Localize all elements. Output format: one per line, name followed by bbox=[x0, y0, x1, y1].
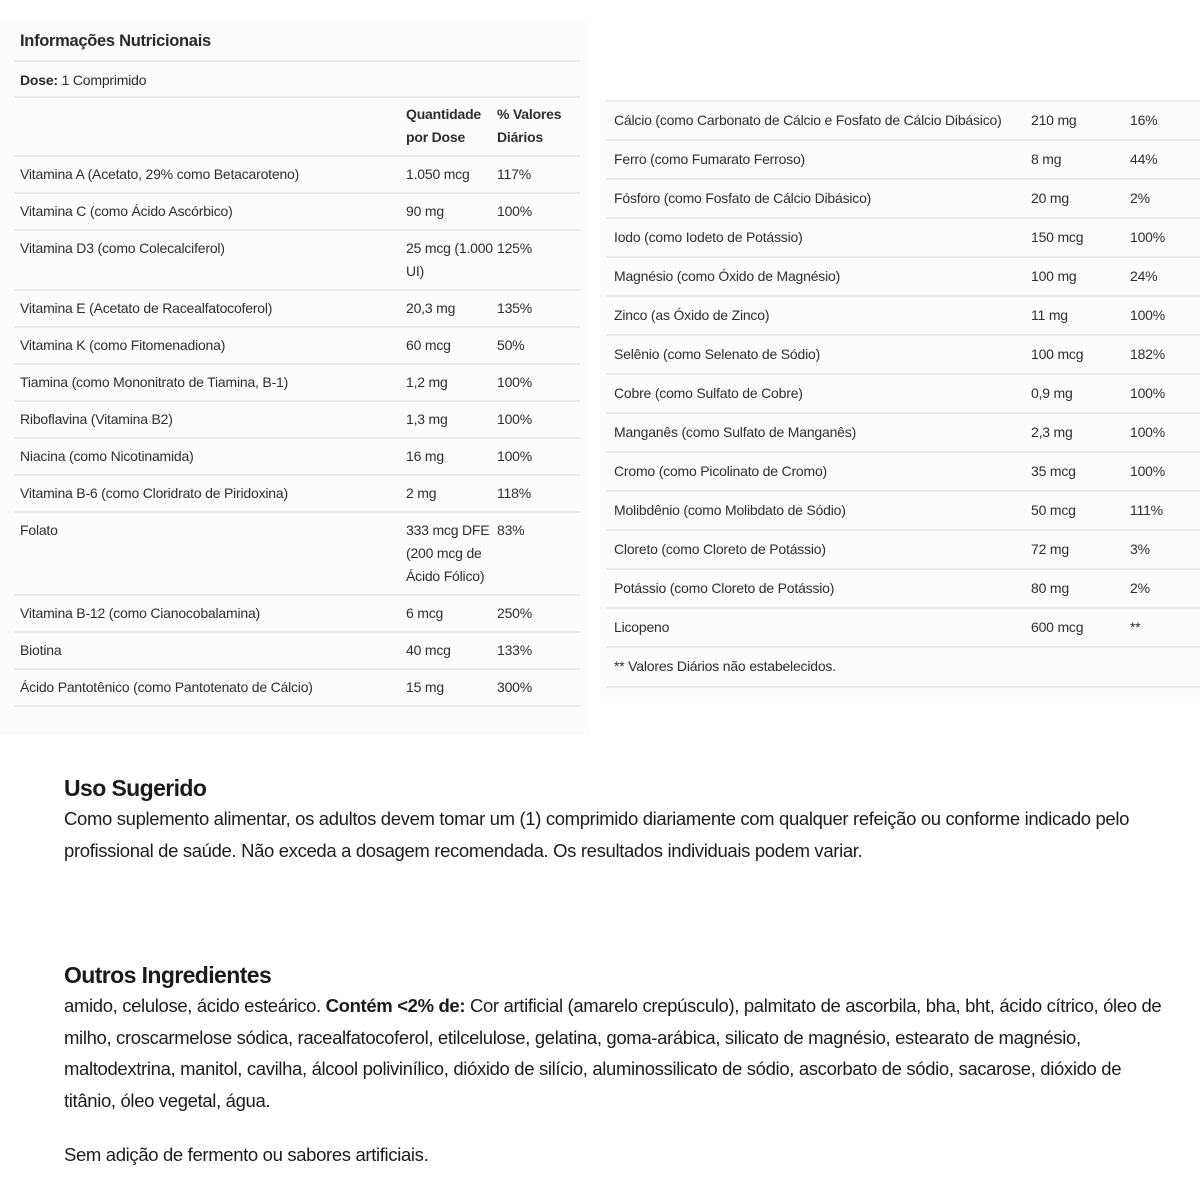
nutrient-name: Vitamina D3 (como Colecalciferol) bbox=[14, 230, 403, 290]
table-row bbox=[606, 179, 1200, 218]
table-row bbox=[606, 374, 1200, 413]
nutrient-daily-value: 182% bbox=[1118, 335, 1200, 374]
table-row bbox=[606, 335, 1200, 374]
table-row bbox=[14, 156, 580, 193]
table-row bbox=[14, 595, 580, 632]
nutrient-name: Manganês (como Sulfato de Manganês) bbox=[606, 413, 1019, 452]
nutrient-daily-value: 2% bbox=[1118, 569, 1200, 608]
nutrient-amount: 1,2 mg bbox=[403, 364, 495, 401]
table-row bbox=[606, 569, 1200, 608]
nutrient-daily-value: 135% bbox=[495, 290, 580, 327]
table-row bbox=[606, 491, 1200, 530]
table-row bbox=[14, 364, 580, 401]
nutrient-amount: 60 mcg bbox=[403, 327, 495, 364]
table-row bbox=[14, 475, 580, 512]
nutrient-name: Riboflavina (Vitamina B2) bbox=[14, 401, 403, 438]
nutrient-name: Magnésio (como Óxido de Magnésio) bbox=[606, 257, 1019, 296]
other-ingredients-text bbox=[64, 990, 1164, 1116]
nutrient-daily-value: 125% bbox=[495, 230, 580, 290]
nutrient-amount: 50 mcg bbox=[1019, 491, 1118, 530]
nutrient-daily-value: 44% bbox=[1118, 140, 1200, 179]
nutrient-amount: 100 mcg bbox=[1019, 335, 1118, 374]
nutrient-name: Tiamina (como Mononitrato de Tiamina, B-1) bbox=[14, 364, 403, 401]
table-row bbox=[606, 413, 1200, 452]
nutrient-amount: 16 mg bbox=[403, 438, 495, 475]
no-additives-note: Sem adição de fermento ou sabores artificiais. bbox=[64, 1144, 429, 1165]
nutrition-facts-left-panel bbox=[0, 20, 590, 735]
ingredients-main: amido, celulose, ácido esteárico. bbox=[64, 995, 326, 1016]
nutrition-facts-right-panel bbox=[600, 100, 1200, 698]
nutrient-daily-value: 24% bbox=[1118, 257, 1200, 296]
footnote-row bbox=[606, 647, 1200, 687]
nutrient-name: Zinco (as Óxido de Zinco) bbox=[606, 296, 1019, 335]
nutrient-amount: 1,3 mg bbox=[403, 401, 495, 438]
nutrient-name: Ferro (como Fumarato Ferroso) bbox=[606, 140, 1019, 179]
other-ingredients-section bbox=[64, 960, 1164, 1171]
table-header-row bbox=[14, 98, 580, 156]
ingredients-contains-label: Contém <2% de: bbox=[325, 995, 466, 1016]
table-row bbox=[606, 296, 1200, 335]
nutrient-amount: 210 mg bbox=[1019, 101, 1118, 140]
nutrient-amount: 20 mg bbox=[1019, 179, 1118, 218]
table-row bbox=[14, 632, 580, 669]
nutrient-name: Cromo (como Picolinato de Cromo) bbox=[606, 452, 1019, 491]
nutrient-name: Folato bbox=[14, 512, 403, 595]
table-row bbox=[14, 512, 580, 595]
nutrient-name: Vitamina K (como Fitomenadiona) bbox=[14, 327, 403, 364]
dose-value: 1 Comprimido bbox=[61, 72, 147, 88]
nutrient-name: Cálcio (como Carbonato de Cálcio e Fosfato de Cálcio Dibásico) bbox=[606, 101, 1019, 140]
nutrient-daily-value: 50% bbox=[495, 327, 580, 364]
nutrient-name: Molibdênio (como Molibdato de Sódio) bbox=[606, 491, 1019, 530]
nutrient-daily-value: 100% bbox=[495, 438, 580, 475]
nutrient-name: Vitamina C (como Ácido Ascórbico) bbox=[14, 193, 403, 230]
nutrient-name: Niacina (como Nicotinamida) bbox=[14, 438, 403, 475]
nutrient-amount: 333 mcg DFE (200 mcg de Ácido Fólico) bbox=[403, 512, 495, 595]
nutrient-amount: 100 mg bbox=[1019, 257, 1118, 296]
nutrient-amount: 35 mcg bbox=[1019, 452, 1118, 491]
nutrient-daily-value: 100% bbox=[1118, 413, 1200, 452]
dose-label: Dose: bbox=[20, 72, 58, 88]
table-row bbox=[14, 401, 580, 438]
nutrient-amount: 25 mcg (1.000 UI) bbox=[403, 230, 495, 290]
nutrient-daily-value: 100% bbox=[495, 193, 580, 230]
table-row bbox=[606, 140, 1200, 179]
nutrient-daily-value: 250% bbox=[495, 595, 580, 632]
nutrient-amount: 40 mcg bbox=[403, 632, 495, 669]
table-row bbox=[606, 608, 1200, 647]
dose-line bbox=[14, 62, 580, 98]
nutrient-daily-value: 111% bbox=[1118, 491, 1200, 530]
table-row bbox=[606, 101, 1200, 140]
table-row bbox=[14, 669, 580, 706]
nutrition-table-right-body bbox=[606, 101, 1200, 647]
nutrient-daily-value: 100% bbox=[495, 364, 580, 401]
table-row bbox=[14, 193, 580, 230]
nutrient-amount: 20,3 mg bbox=[403, 290, 495, 327]
nutrient-amount: 90 mg bbox=[403, 193, 495, 230]
nutrient-daily-value: 300% bbox=[495, 669, 580, 706]
nutrient-daily-value: 100% bbox=[1118, 296, 1200, 335]
nutrient-daily-value: 2% bbox=[1118, 179, 1200, 218]
other-ingredients-heading: Outros Ingredientes bbox=[64, 962, 272, 988]
nutrient-daily-value: 83% bbox=[495, 512, 580, 595]
nutrient-name: Iodo (como Iodeto de Potássio) bbox=[606, 218, 1019, 257]
header-amount: Quantidade por Dose bbox=[403, 98, 495, 156]
table-row bbox=[14, 438, 580, 475]
nutrient-name: Cloreto (como Cloreto de Potássio) bbox=[606, 530, 1019, 569]
nutrient-name: Ácido Pantotênico (como Pantotenato de Cálcio) bbox=[14, 669, 403, 706]
nutrient-name: Licopeno bbox=[606, 608, 1019, 647]
nutrient-amount: 72 mg bbox=[1019, 530, 1118, 569]
header-nutrient bbox=[14, 98, 403, 156]
nutrient-daily-value: 3% bbox=[1118, 530, 1200, 569]
nutrient-daily-value: 100% bbox=[495, 401, 580, 438]
nutrient-name: Fósforo (como Fosfato de Cálcio Dibásico) bbox=[606, 179, 1019, 218]
table-row bbox=[606, 452, 1200, 491]
nutrient-amount: 2,3 mg bbox=[1019, 413, 1118, 452]
table-row bbox=[14, 327, 580, 364]
nutrient-name: Biotina bbox=[14, 632, 403, 669]
nutrition-table-left bbox=[14, 98, 580, 707]
suggested-use-text: Como suplemento alimentar, os adultos devem tomar um (1) comprimido diariamente com qualquer refeição ou conforme indicado pelo profissional de saúde. Não exceda a dosagem recomendada. Os resultados individuais podem variar. bbox=[64, 808, 1130, 861]
footnote: ** Valores Diários não estabelecidos. bbox=[606, 647, 1200, 687]
nutrient-amount: 1.050 mcg bbox=[403, 156, 495, 193]
table-row bbox=[606, 257, 1200, 296]
nutrient-name: Potássio (como Cloreto de Potássio) bbox=[606, 569, 1019, 608]
nutrient-daily-value: 100% bbox=[1118, 374, 1200, 413]
nutrient-daily-value: 100% bbox=[1118, 218, 1200, 257]
nutrient-name: Vitamina B-6 (como Cloridrato de Piridoxina) bbox=[14, 475, 403, 512]
nutrient-amount: 15 mg bbox=[403, 669, 495, 706]
table-row bbox=[14, 230, 580, 290]
nutrient-daily-value: 118% bbox=[495, 475, 580, 512]
nutrient-daily-value: 133% bbox=[495, 632, 580, 669]
nutrient-daily-value: ** bbox=[1118, 608, 1200, 647]
nutrient-amount: 80 mg bbox=[1019, 569, 1118, 608]
table-row bbox=[14, 290, 580, 327]
nutrition-title: Informações Nutricionais bbox=[14, 20, 580, 62]
nutrient-amount: 8 mg bbox=[1019, 140, 1118, 179]
header-daily-value: % Valores Diários bbox=[495, 98, 580, 156]
nutrient-daily-value: 100% bbox=[1118, 452, 1200, 491]
nutrient-amount: 0,9 mg bbox=[1019, 374, 1118, 413]
nutrient-amount: 6 mcg bbox=[403, 595, 495, 632]
nutrient-name: Vitamina E (Acetato de Racealfatocoferol) bbox=[14, 290, 403, 327]
nutrient-name: Cobre (como Sulfato de Cobre) bbox=[606, 374, 1019, 413]
nutrition-table-left-body bbox=[14, 156, 580, 706]
ingredients-minor: Cor artificial (amarelo crepúsculo), palmitato de ascorbila, bha, bht, ácido cítrico, óleo de milho, croscarmelose sódica, racealfatocoferol, etilcelulose, gelatina, goma-arábica, silicato de magnésio, estearato de magnésio, maltodextrina, manitol, cavilha, álcool polivinílico, dióxido de silício, aluminossilicato de sódio, ascorbato de sódio, sacarose, dióxido de titânio, óleo vegetal, água. bbox=[64, 995, 1162, 1111]
suggested-use-heading: Uso Sugerido bbox=[64, 775, 207, 801]
nutrient-name: Vitamina B-12 (como Cianocobalamina) bbox=[14, 595, 403, 632]
nutrient-daily-value: 117% bbox=[495, 156, 580, 193]
nutrient-amount: 150 mcg bbox=[1019, 218, 1118, 257]
nutrition-table-right bbox=[606, 100, 1200, 688]
table-row bbox=[606, 218, 1200, 257]
nutrient-amount: 600 mcg bbox=[1019, 608, 1118, 647]
table-row bbox=[606, 530, 1200, 569]
nutrient-daily-value: 16% bbox=[1118, 101, 1200, 140]
nutrient-amount: 2 mg bbox=[403, 475, 495, 512]
nutrient-name: Vitamina A (Acetato, 29% como Betacaroteno) bbox=[14, 156, 403, 193]
nutrient-name: Selênio (como Selenato de Sódio) bbox=[606, 335, 1019, 374]
suggested-use-section bbox=[64, 773, 1164, 866]
nutrient-amount: 11 mg bbox=[1019, 296, 1118, 335]
